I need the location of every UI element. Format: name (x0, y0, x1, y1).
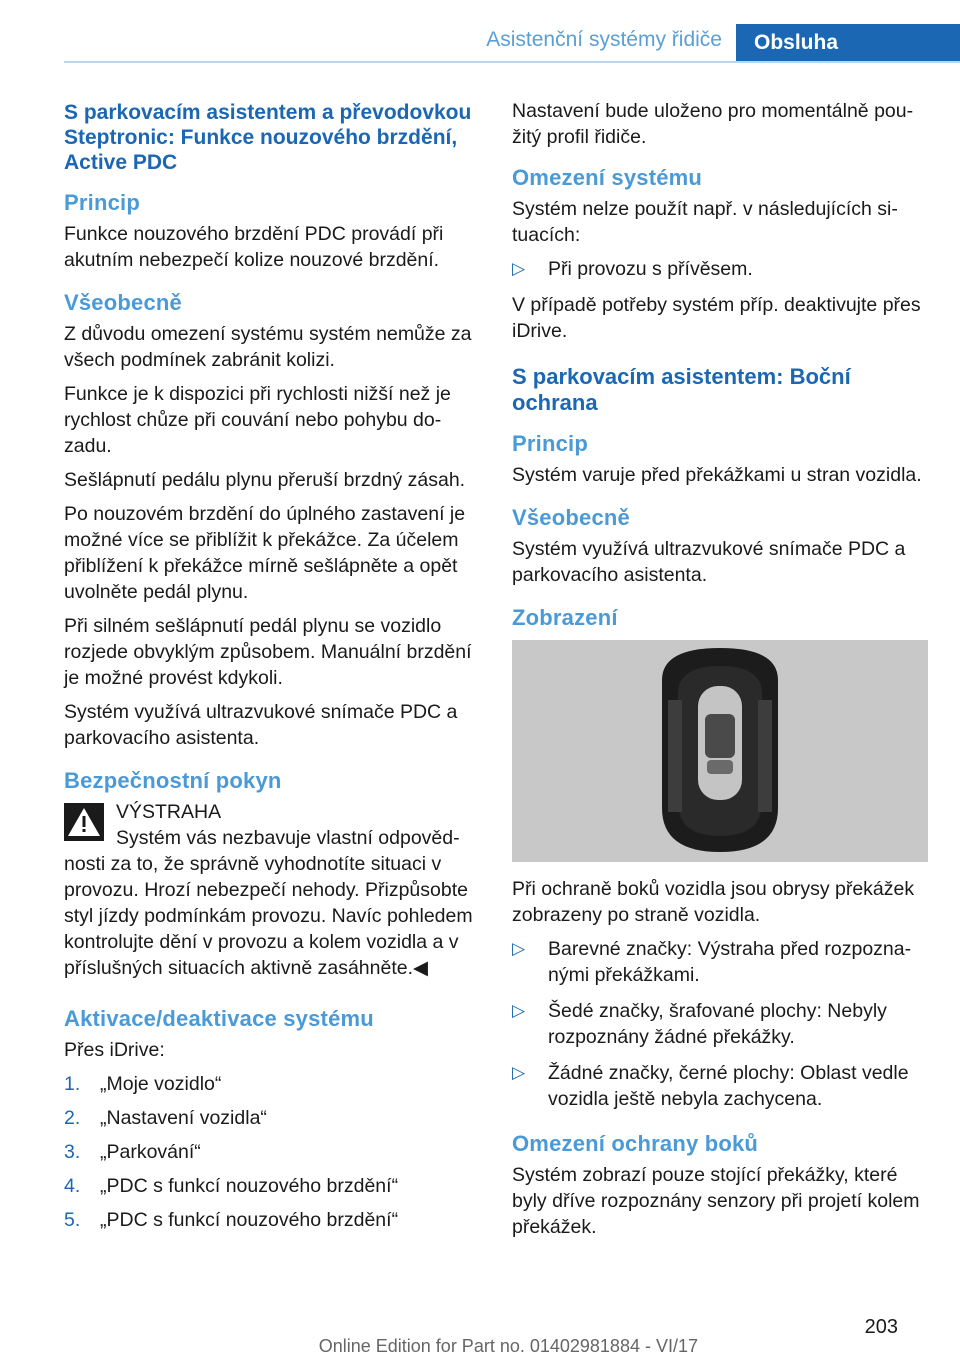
bullet-triangle-icon: ▷ (512, 939, 526, 958)
right-column (512, 98, 930, 1248)
list-item (512, 1060, 930, 1112)
step-text: „PDC s funkcí nouzového brzdění“ (100, 1209, 399, 1231)
bullet-triangle-icon: ▷ (512, 1001, 526, 1020)
warning-block (64, 799, 482, 825)
edition-note: Online Edition for Part no. 01402981884 - VI/17 (318, 1336, 698, 1356)
heading-activation: Aktivace/deaktivace systému (64, 1006, 374, 1031)
list-item (64, 1105, 482, 1131)
paragraph: Systém varuje před překážkami u stran vozidla. (512, 464, 922, 486)
page-header (0, 24, 960, 62)
section-title: S parkovacím asistentem: Boční ochrana (512, 364, 851, 415)
paragraph: Systém nelze použít např. v následujících si-tuacích: (512, 198, 898, 246)
list-item-text: Barevné značky: Výstraha před rozpozna-nými překážkami. (548, 938, 912, 986)
left-column (64, 100, 482, 1241)
list-item-text: Žádné značky, černé plochy: Oblast vedle vozidla ještě nebyla zachycena. (548, 1062, 909, 1110)
display-list (512, 936, 930, 1112)
paragraph: Systém zobrazí pouze stojící překážky, které byly dříve rozpoznány senzory při projetí kolem překážek. (512, 1164, 920, 1238)
step-text: „PDC s funkcí nouzového brzdění“ (100, 1175, 399, 1197)
list-item (512, 936, 930, 988)
list-item (512, 998, 930, 1050)
list-item-text: Šedé značky, šrafované plochy: Nebyly rozpoznány žádné překážky. (548, 1000, 887, 1048)
list-item (64, 1207, 482, 1233)
page-number: 203 (864, 1316, 898, 1338)
steps-list (64, 1071, 482, 1233)
section-title: S parkovacím asistentem a převodovkou Steptronic: Funkce nouzového brzdění, Active PDC (64, 101, 472, 174)
step-number: 4. (64, 1175, 81, 1197)
warning-text: Systém vás nezbavuje vlastní odpověd-nosti za to, že správně vyhodnotíte situaci v provozu. Hrozí nebezpečí nehody. Přizpůsobte styl jízdy podmínkám provozu. Navíc pohledem kontrolujte dění v provozu a kolem vozidla a v příslušných situacích aktivně zasáhněte.◀ (64, 827, 473, 979)
paragraph: Funkce nouzového brzdění PDC provádí při akutním nebezpečí kolize nouzové brzdění. (64, 223, 444, 271)
heading-display: Zobrazení (512, 605, 618, 630)
paragraph: Při silném sešlápnutí pedál plynu se vozidlo rozjede obvyklým způsobem. Manuální brzdění je možné provést kdykoli. (64, 615, 472, 689)
paragraph: Z důvodu omezení systému systém nemůže za všech podmínek zabránit kolizi. (64, 323, 472, 371)
heading-side-limits: Omezení ochrany boků (512, 1131, 759, 1156)
step-text: „Nastavení vozidla“ (100, 1107, 267, 1129)
limits-list (512, 256, 930, 282)
heading-vseobecne: Všeobecně (64, 290, 182, 315)
side-protection-illustration (512, 640, 928, 862)
warning-triangle-icon (64, 803, 104, 841)
bullet-triangle-icon: ▷ (512, 259, 526, 278)
paragraph: Přes iDrive: (64, 1039, 165, 1061)
list-item (64, 1139, 482, 1165)
warning-title: VÝSTRAHA (116, 801, 222, 823)
list-item (64, 1173, 482, 1199)
bullet-triangle-icon: ▷ (512, 1063, 526, 1082)
list-item-text: Při provozu s přívěsem. (548, 258, 753, 280)
paragraph: Sešlápnutí pedálu plynu přeruší brzdný zásah. (64, 469, 466, 491)
step-number: 5. (64, 1209, 81, 1231)
paragraph: Systém využívá ultrazvukové snímače PDC a parkovacího asistenta. (64, 701, 458, 749)
paragraph: Systém využívá ultrazvukové snímače PDC a parkovacího asistenta. (512, 538, 906, 586)
heading-vseobecne: Všeobecně (512, 505, 630, 530)
list-item (64, 1071, 482, 1097)
header-rule (64, 61, 960, 63)
heading-princip: Princip (512, 431, 588, 456)
header-section-title: Asistenční systémy řidiče (486, 28, 722, 51)
paragraph: Při ochraně boků vozidla jsou obrysy překážek zobrazeny po straně vozidla. (512, 878, 915, 926)
paragraph: Funkce je k dispozici při rychlosti nižší než je rychlost chůze při couvání nebo pohybu do-zadu. (64, 383, 451, 457)
list-item (512, 256, 930, 282)
paragraph: Po nouzovém brzdění do úplného zastavení je možné více se přiblížit k překážce. Za účelem přiblížení k překážce mírně sešlápněte a opět uvolněte pedál plynu. (64, 503, 466, 603)
paragraph: Nastavení bude uloženo pro momentálně pou-žitý profil řidiče. (512, 100, 914, 148)
heading-safety: Bezpečnostní pokyn (64, 768, 282, 793)
heading-limits: Omezení systému (512, 165, 703, 190)
step-text: „Moje vozidlo“ (100, 1073, 222, 1095)
header-tab: Obsluha (736, 24, 960, 62)
step-text: „Parkování“ (100, 1141, 201, 1163)
step-number: 1. (64, 1073, 81, 1095)
step-number: 2. (64, 1107, 81, 1129)
paragraph: V případě potřeby systém příp. deaktivujte přes iDrive. (512, 294, 921, 342)
heading-princip: Princip (64, 190, 140, 215)
step-number: 3. (64, 1141, 81, 1163)
